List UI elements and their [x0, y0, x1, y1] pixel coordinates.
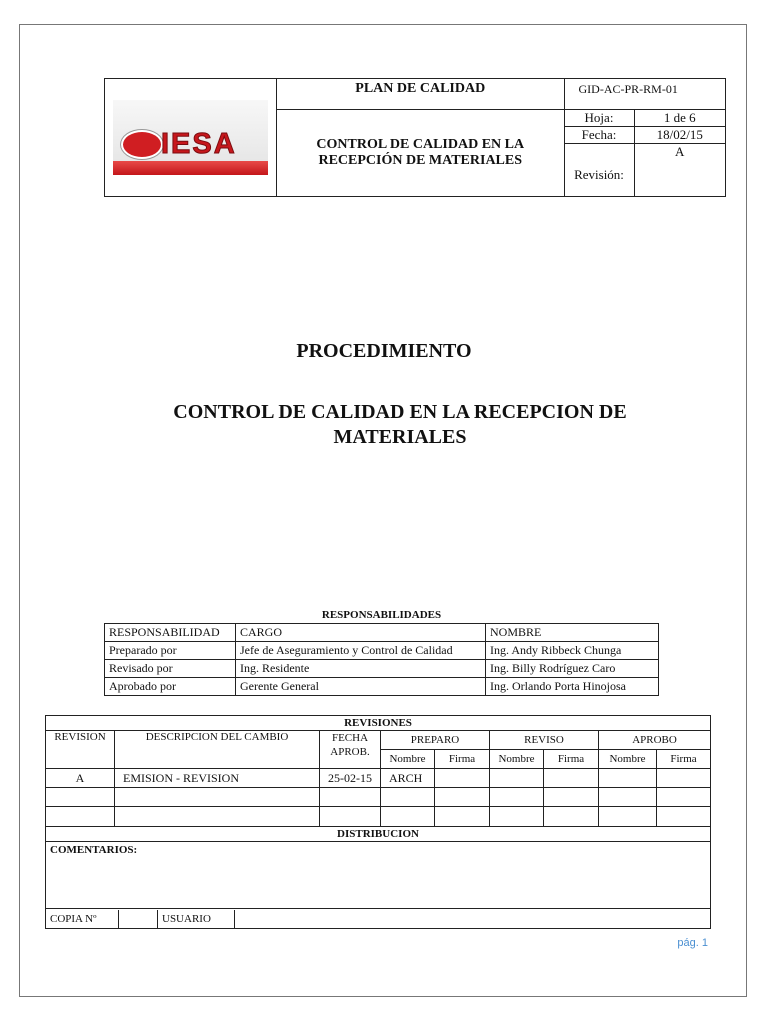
table-cell [435, 769, 490, 788]
table-row [105, 678, 659, 696]
copia-value [119, 910, 158, 928]
table-row [46, 807, 711, 827]
revisions-title: REVISIONES [46, 716, 711, 731]
revisions-table [45, 715, 711, 929]
table-cell: Ing. Billy Rodríguez Caro [486, 660, 659, 678]
document-code: GID-AC-PR-RM-01 [564, 79, 726, 110]
document-title [277, 110, 565, 197]
column-header: CARGO [236, 624, 486, 642]
page-subtitle [100, 400, 700, 450]
table-cell: Ing. Residente [236, 660, 486, 678]
table-cell: Revisado por [105, 660, 236, 678]
preparo-nombre-value: ARCH [381, 769, 435, 788]
fecha-value: 25-02-15 [320, 769, 381, 788]
meta-cell [564, 110, 726, 197]
col-descripcion: DESCRIPCION DEL CAMBIO [115, 731, 320, 769]
document-title-line2: RECEPCIÓN DE MATERIALES [318, 153, 523, 168]
logo-cell [105, 79, 277, 197]
usuario-value [235, 910, 711, 928]
logo-text: IESA [161, 128, 237, 160]
table-cell [657, 769, 711, 788]
table-row [105, 660, 659, 678]
revision-value: A [634, 144, 725, 197]
revision-label: Revisión: [565, 144, 635, 197]
table-cell: Preparado por [105, 642, 236, 660]
page-number: pág. 1 [677, 937, 708, 949]
col-fecha-line1: FECHA [331, 732, 369, 744]
table-cell [599, 769, 657, 788]
table-cell [544, 769, 599, 788]
document-title-line1: CONTROL DE CALIDAD EN LA [316, 137, 525, 152]
column-header: RESPONSABILIDAD [105, 624, 236, 642]
table-row [46, 788, 711, 807]
table-cell [490, 769, 544, 788]
sub-nombre: Nombre [490, 750, 544, 769]
col-reviso: REVISO [490, 731, 599, 750]
company-logo [113, 100, 268, 175]
document-header [104, 78, 726, 197]
sub-nombre: Nombre [599, 750, 657, 769]
table-cell: Gerente General [236, 678, 486, 696]
sub-firma: Firma [544, 750, 599, 769]
comentarios-label: COMENTARIOS: [46, 842, 711, 909]
fecha-label: Fecha: [565, 127, 635, 144]
copia-table [46, 910, 710, 928]
copia-label: COPIA Nº [46, 910, 119, 928]
table-row [46, 769, 711, 788]
table-cell: Ing. Andy Ribbeck Chunga [486, 642, 659, 660]
col-fecha [320, 731, 381, 769]
responsibilities-title: RESPONSABILIDADES [321, 609, 442, 621]
descripcion-value: EMISION - REVISION [115, 769, 320, 788]
revision-value: A [46, 769, 115, 788]
table-cell: Ing. Orlando Porta Hinojosa [486, 678, 659, 696]
page-subtitle-line1: CONTROL DE CALIDAD EN LA RECEPCION DE [173, 401, 627, 423]
usuario-label: USUARIO [158, 910, 235, 928]
page-subtitle-line2: MATERIALES [333, 426, 467, 448]
sub-firma: Firma [435, 750, 490, 769]
col-fecha-line2: APROB. [330, 746, 370, 758]
col-aprobo: APROBO [599, 731, 711, 750]
page-heading: PROCEDIMIENTO [296, 340, 472, 362]
col-preparo: PREPARO [381, 731, 490, 750]
fecha-value: 18/02/15 [634, 127, 725, 144]
table-row [105, 642, 659, 660]
column-header: NOMBRE [486, 624, 659, 642]
responsibilities-table [104, 623, 659, 696]
sub-firma: Firma [657, 750, 711, 769]
globe-icon [121, 130, 163, 159]
table-cell: Jefe de Aseguramiento y Control de Calidad [236, 642, 486, 660]
distribucion-title: DISTRIBUCION [46, 827, 711, 842]
meta-table [565, 110, 726, 196]
table-header-row [105, 624, 659, 642]
plan-title: PLAN DE CALIDAD [277, 79, 565, 110]
col-revision: REVISION [46, 731, 115, 769]
copia-row [46, 909, 711, 929]
hoja-label: Hoja: [565, 110, 635, 127]
sub-nombre: Nombre [381, 750, 435, 769]
hoja-value: 1 de 6 [634, 110, 725, 127]
table-cell: Aprobado por [105, 678, 236, 696]
